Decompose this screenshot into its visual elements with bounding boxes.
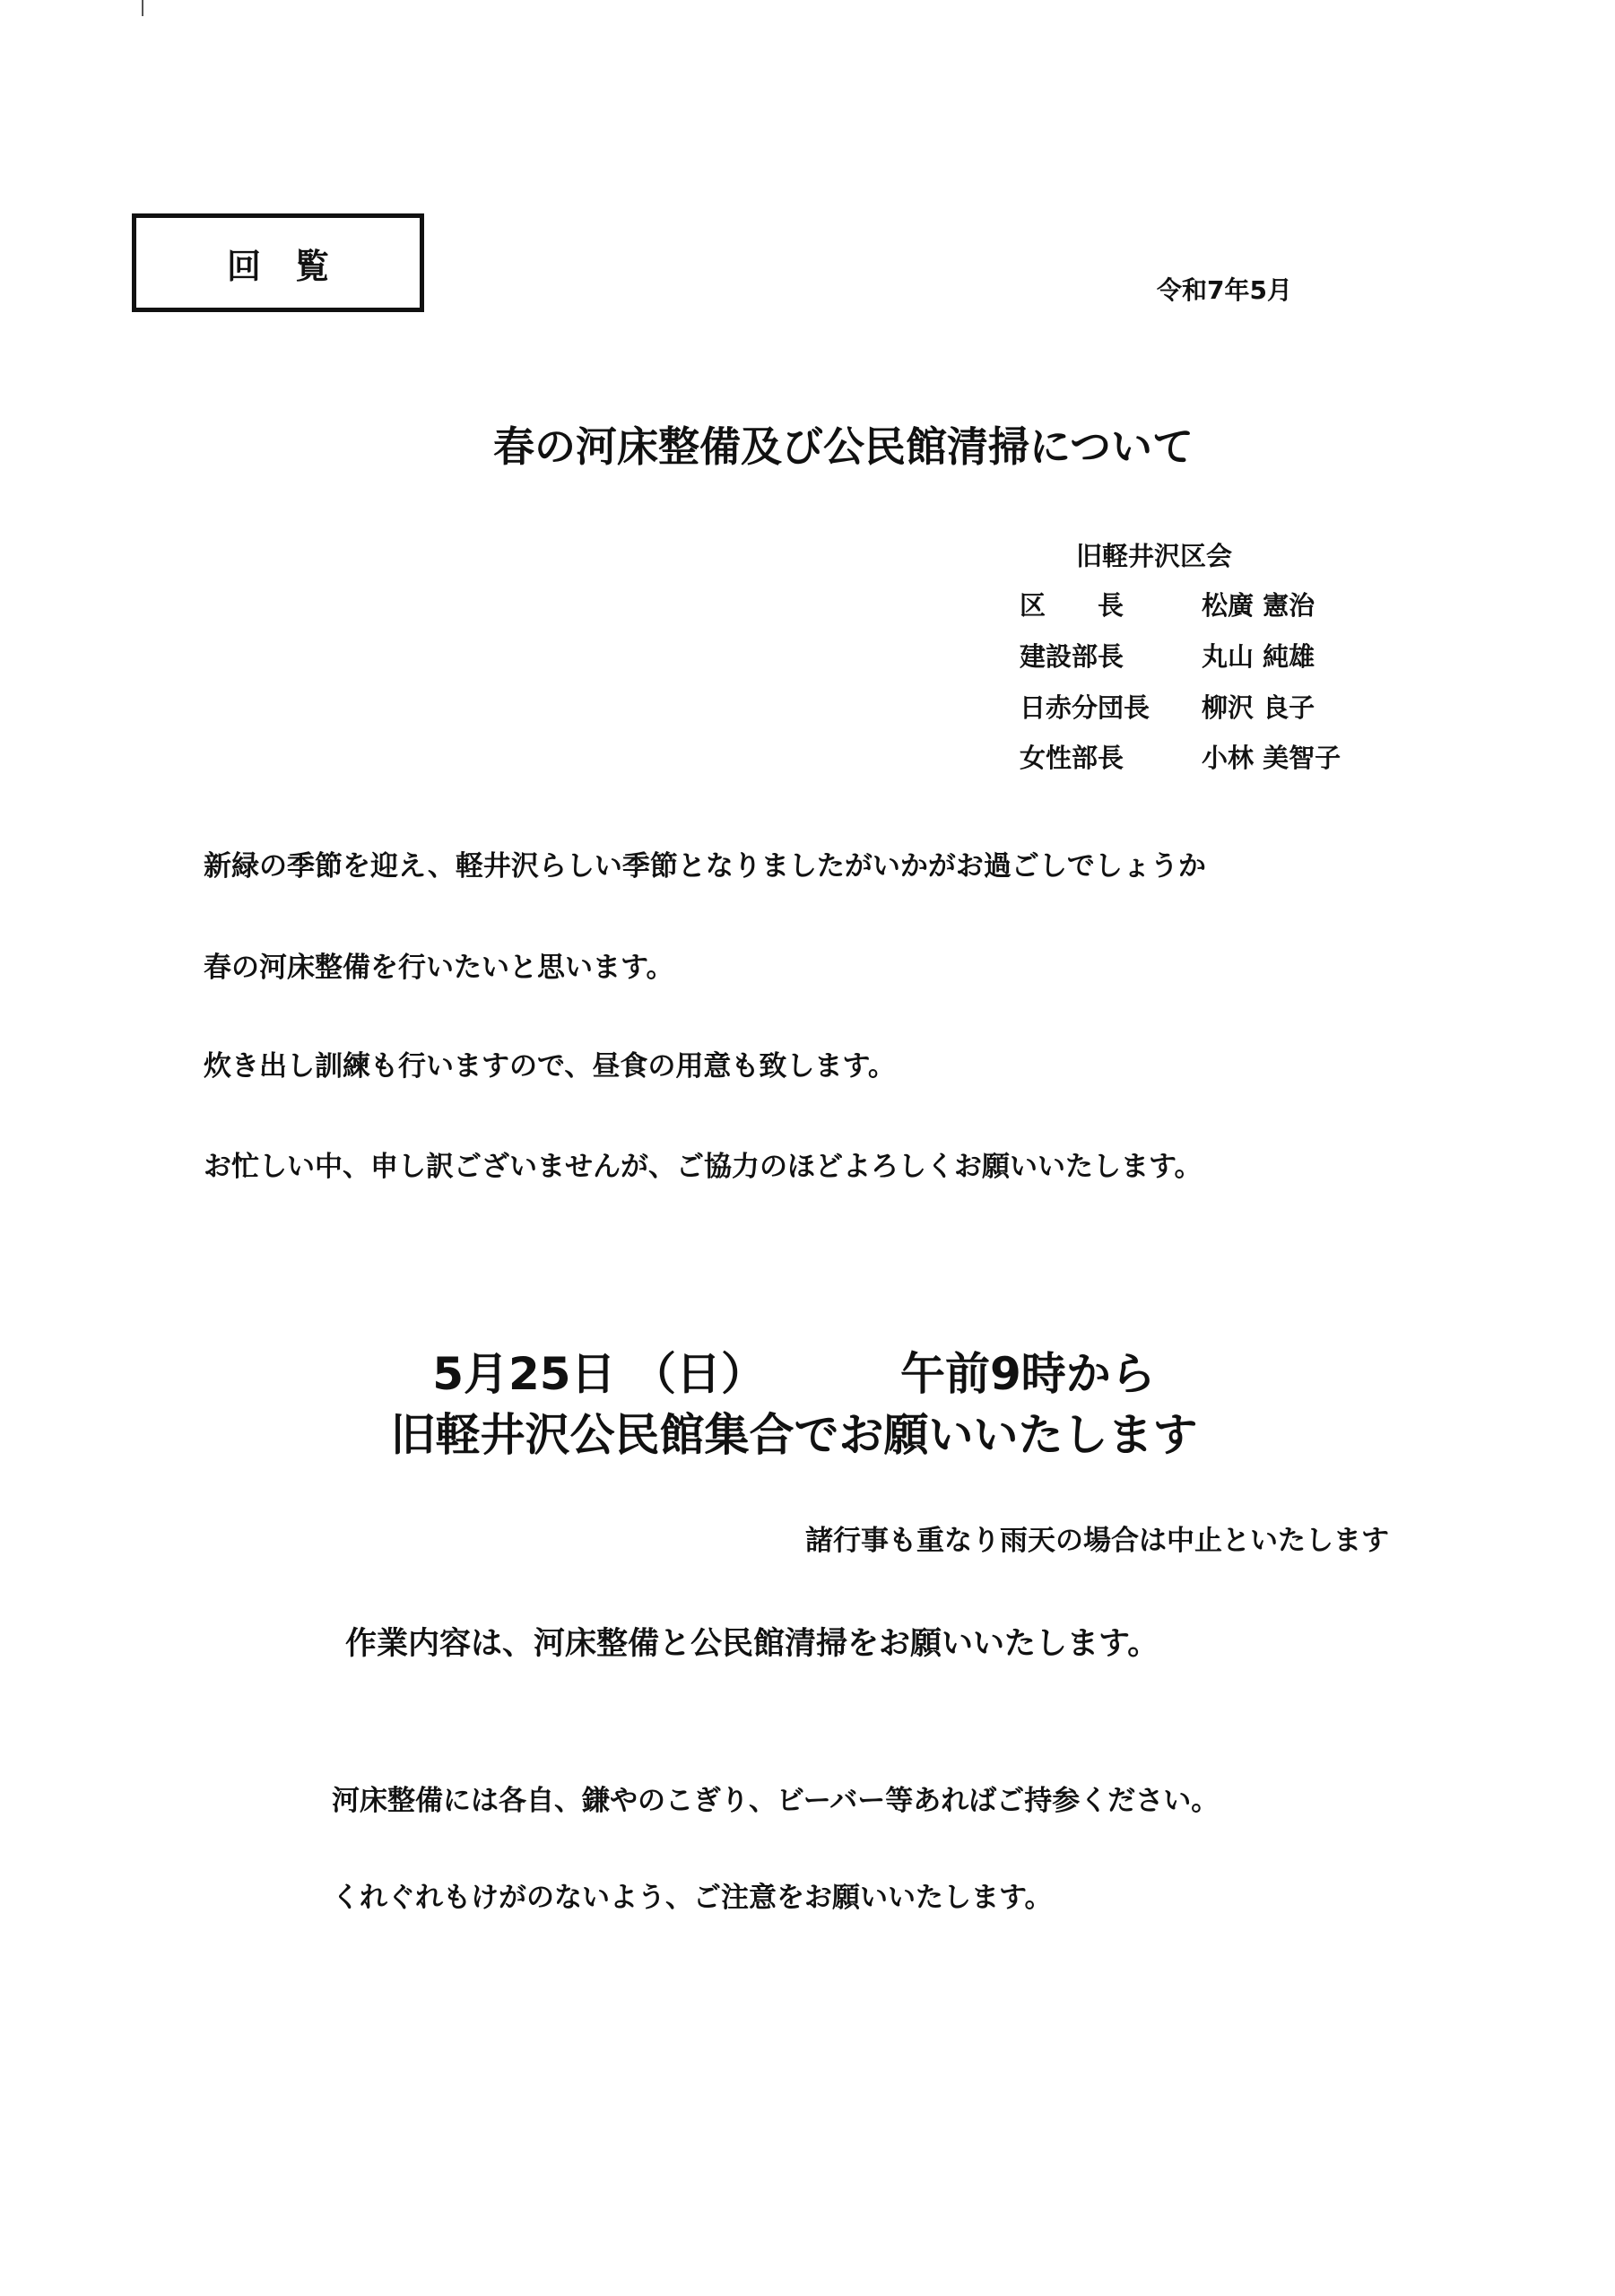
signatory-name: 柳沢 良子 — [1202, 692, 1315, 723]
kairan-box — [132, 213, 424, 312]
rain-notice: 諸行事も重なり雨天の場合は中止といたします — [805, 1525, 1389, 1557]
event-place: 旧軽井沢公民館集合でお願いいたします — [390, 1409, 1198, 1461]
signatory-role: 建設部長 — [1020, 641, 1124, 672]
body-line: 炊き出し訓練も行いますので、昼食の用意も致します。 — [204, 1050, 896, 1083]
instruction-line: くれぐれもけがのないよう、ご注意をお願いいたします。 — [332, 1882, 1053, 1914]
instruction-line: 河床整備には各自、鎌やのこぎり、ビーバー等あればご持参ください。 — [332, 1785, 1220, 1817]
scan-mark — [142, 0, 143, 16]
signatory-role: 日赤分団長 — [1020, 692, 1150, 723]
document-title: 春の河床整備及び公民館清掃について — [492, 422, 1194, 471]
document-date: 令和7年5月 — [1157, 275, 1292, 305]
event-time: 午前9時から — [899, 1348, 1156, 1400]
body-line: 新緑の季節を迎え、軽井沢らしい季節となりましたがいかがお過ごしでしょうか — [204, 850, 1206, 883]
signatory-role: 区 長 — [1020, 590, 1124, 621]
event-date: 5月25日 （日） — [432, 1348, 766, 1400]
work-content: 作業内容は、河床整備と公民館清掃をお願いいたします。 — [345, 1626, 1159, 1662]
body-line: お忙しい中、申し訳ございませんが、ご協力のほどよろしくお願いいたします。 — [204, 1151, 1203, 1183]
signatory-name: 松廣 憲治 — [1202, 590, 1315, 621]
signatory-name: 丸山 純雄 — [1202, 641, 1315, 672]
body-line: 春の河床整備を行いたいと思います。 — [204, 952, 674, 984]
event-datetime — [0, 1338, 1615, 1403]
signatory-role: 女性部長 — [1020, 743, 1124, 773]
signatory-name: 小林 美智子 — [1202, 743, 1341, 773]
kairan-label: 回覧 — [226, 246, 363, 286]
organization-name: 旧軽井沢区会 — [1076, 541, 1233, 571]
